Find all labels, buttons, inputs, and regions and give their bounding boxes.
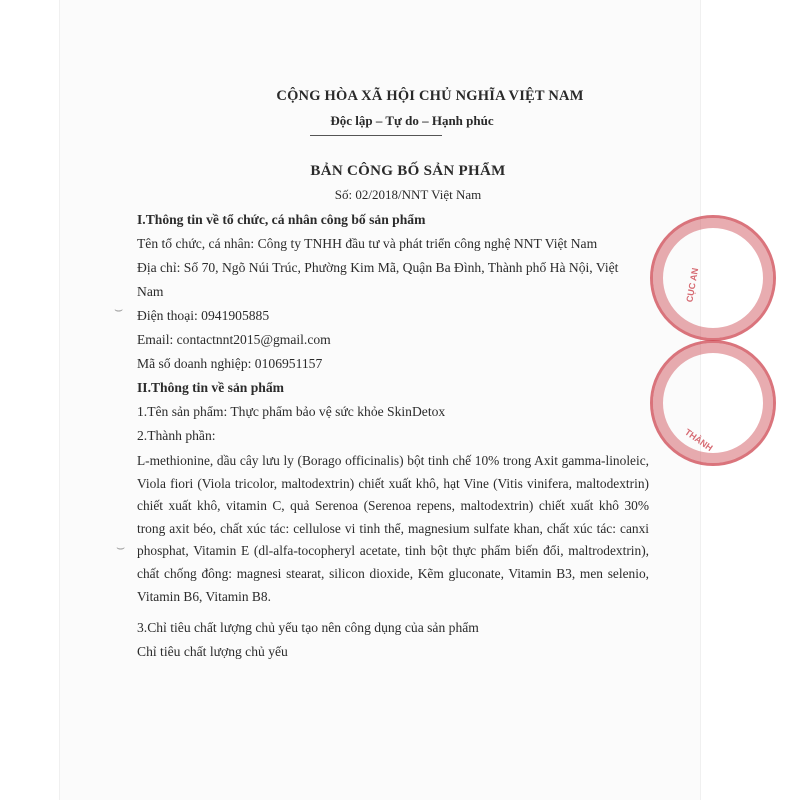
ingredients-paragraph: L-methionine, dầu cây lưu ly (Borago officinalis) bột tinh chế 10% trong Axit gamma-linoleic, Viola fiori (Viola tricolor, maltodextrin) chiết xuất khô, hạt Vine (Vitis vinifera, maltodextrin) chiết xuất khô, vitamin C, quả Serenoa (Serenoa repens, maltodextrin) chiết xuất khô 30% trong axit béo, chất xúc tác: cellulose vi tinh thể, magnesium sulfate khan, chất xúc tác: canxi phosphat, Vitamin E (dl-alfa-tocopheryl acetate, tinh bột thực phẩm biến đổi, maltrodextrin), chất chống đông: magnesi stearat, silicon dioxide, Kẽm gluconate, Vitamin B3, men selenio, Vitamin B6, Vitamin B8. — [137, 453, 649, 604]
pen-mark-icon: ⌣ — [116, 540, 126, 556]
email: Email: contactnnt2015@gmail.com — [137, 332, 331, 347]
header-underline — [310, 135, 442, 136]
section2-heading: II.Thông tin về sản phẩm — [137, 380, 284, 395]
document-title: BẢN CÔNG BỐ SẢN PHẨM — [310, 163, 506, 179]
country-header: CỘNG HÒA XÃ HỘI CHỦ NGHĨA VIỆT NAM — [276, 88, 584, 104]
red-seal-stamp — [650, 215, 776, 341]
section1-heading: I.Thông tin về tổ chức, cá nhân công bố sản phẩm — [137, 212, 426, 227]
product-name: 1.Tên sản phẩm: Thực phẩm bảo vệ sức khỏe SkinDetox — [137, 404, 446, 419]
motto: Độc lập – Tự do – Hạnh phúc — [330, 113, 494, 128]
quality-subheading: Chỉ tiêu chất lượng chủ yếu — [137, 644, 288, 659]
business-code: Mã số doanh nghiệp: 0106951157 — [137, 356, 323, 371]
stamp1-text: CỤC AN — [684, 267, 701, 303]
document-number: Số: 02/2018/NNT Việt Nam — [334, 187, 482, 202]
org-name: Tên tổ chức, cá nhân: Công ty TNHH đầu tư và phát triển công nghệ NNT Việt Nam — [137, 236, 598, 251]
address-line2: Nam — [137, 284, 164, 299]
red-seal-stamp — [650, 340, 776, 466]
pen-mark-icon: ⌣ — [114, 302, 124, 318]
address-line1: Địa chỉ: Số 70, Ngõ Núi Trúc, Phường Kim Mã, Quận Ba Đình, Thành phố Hà Nội, Việt — [137, 260, 619, 275]
quality-heading: 3.Chỉ tiêu chất lượng chủ yếu tạo nên công dụng của sản phẩm — [137, 620, 479, 635]
ingredients-heading: 2.Thành phần: — [137, 428, 216, 443]
stamp2-text: THÀNH — [682, 426, 715, 454]
phone: Điện thoại: 0941905885 — [137, 308, 270, 323]
